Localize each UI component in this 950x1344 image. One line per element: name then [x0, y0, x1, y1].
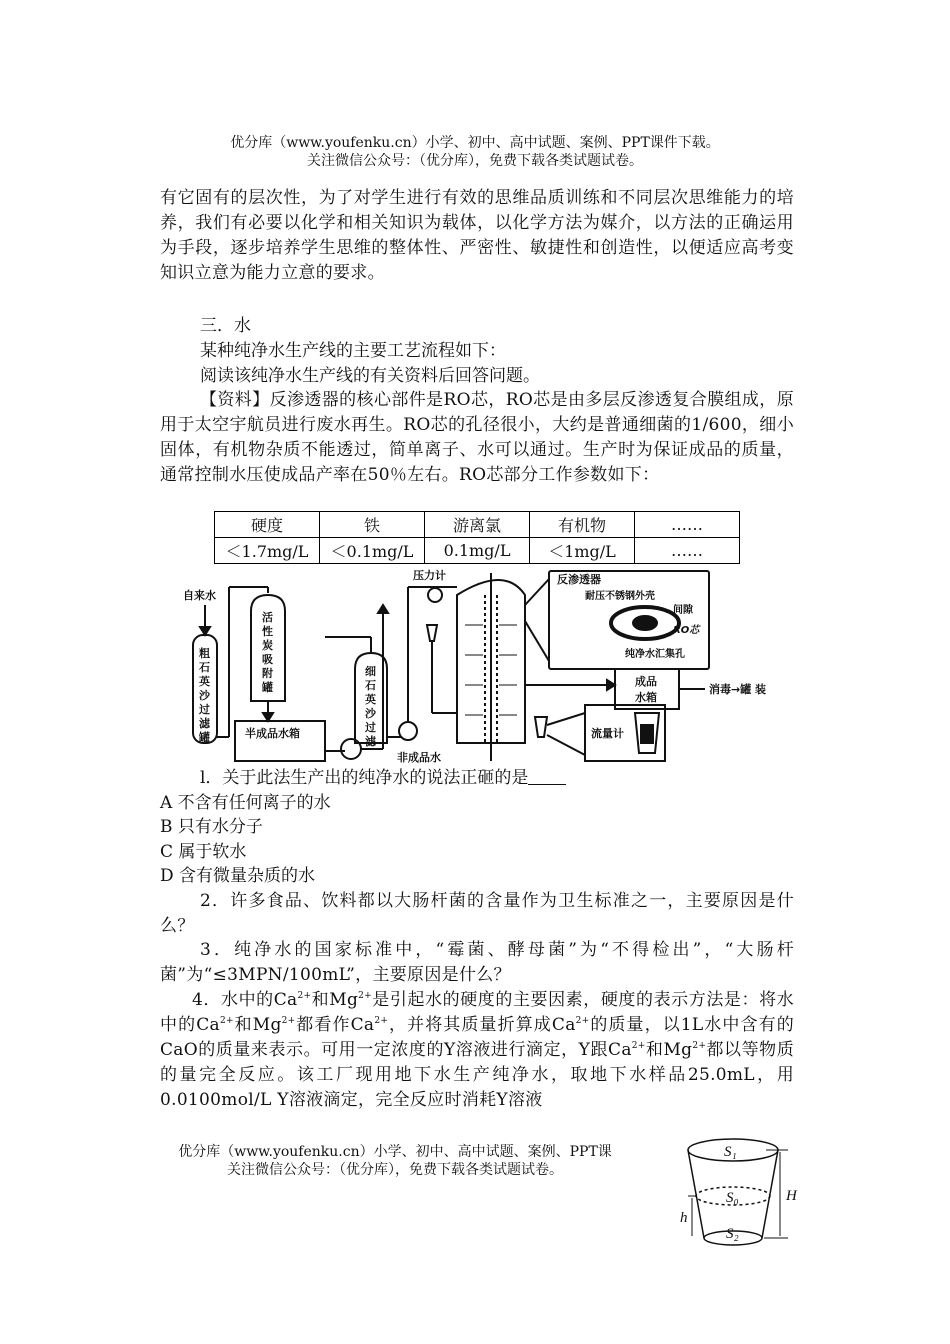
- charge: 2+: [692, 1041, 707, 1051]
- cup-label-h: h: [680, 1210, 688, 1226]
- table-header-cell: 铁: [320, 512, 425, 538]
- ion-mg: Mg: [252, 1015, 282, 1035]
- table-cell: ＜1.7mg/L: [215, 538, 320, 564]
- q4-text: 水样品25.0mL，用0.0100mol/L Y溶液滴定，完全反应时消耗Y溶液: [160, 1065, 794, 1110]
- label-fine-filter: 细石英 沙过滤: [365, 665, 376, 748]
- intro-paragraph: 有它固有的层次性，为了对学生进行有效的思维品质训练和不同层次思维能力的培养，我们有必要以化学和相关知识为载体，以化学方法为媒介，以方法的正确运用为手段，逐步培养学生思维的整体性、严密性、敏捷性和创造性，以便适应高考变知识立意为能力立意的要求。: [160, 188, 794, 283]
- table-header-row: [215, 512, 740, 538]
- charge: 2+: [219, 1016, 234, 1026]
- table-cell: ……: [635, 538, 740, 564]
- answer-blank[interactable]: [528, 767, 566, 785]
- ion-ca: Ca: [608, 1040, 632, 1060]
- q4-text: 和: [645, 1040, 664, 1060]
- table-header-cell: ……: [635, 512, 740, 538]
- section-title: 三．水: [200, 316, 251, 336]
- q4-text: 和: [311, 990, 330, 1010]
- q4-text: 4．水中的: [192, 990, 274, 1010]
- q1-stem-text: l．关于此法生产出的纯净水的说法正砸的是: [200, 768, 529, 788]
- label-ro-core: RO芯: [673, 625, 700, 636]
- q4-text: 将水中的: [160, 990, 794, 1035]
- charge: 2+: [281, 1016, 296, 1026]
- process-flow-diagram: [165, 565, 805, 765]
- q4-text: 都看作: [295, 1015, 351, 1035]
- label-collect: 纯净水汇集孔: [625, 649, 685, 660]
- ion-mg: Mg: [329, 990, 359, 1010]
- read-intro: 阅读该纯净水生产线的有关资料后回答问题。: [200, 366, 540, 386]
- flow-intro: 某种纯净水生产线的主要工艺流程如下：: [200, 341, 506, 361]
- label-ro-title: 反渗透器: [557, 573, 601, 586]
- table-header-cell: 游离氯: [425, 512, 530, 538]
- charge: 2+: [575, 1016, 590, 1026]
- cup-label-s2: S₂: [726, 1226, 739, 1242]
- ro-parameter-table: [214, 511, 740, 564]
- q4-text: 的质量，以1L水: [589, 1015, 723, 1035]
- header-line-2: 关注微信公众号：（优分库），免费下载各类试题试卷。: [307, 153, 643, 169]
- question-4: [160, 988, 794, 1113]
- q4-text: 是引起水的硬度的主要因素，硬度的表示方法是：: [372, 990, 760, 1010]
- q4-text: 中含有的CaO的质量来表示。可用一定浓度的Y溶液进行滴定，Y跟: [160, 1015, 794, 1060]
- ion-ca: Ca: [273, 990, 298, 1010]
- charge: 2+: [374, 1016, 389, 1026]
- table-cell: ＜1mg/L: [530, 538, 635, 564]
- charge: 2+: [631, 1041, 646, 1051]
- label-semi-tank: 半成品水箱: [245, 727, 300, 740]
- q1-option-d: D 含有微量杂质的水: [160, 866, 316, 886]
- charge: 2+: [297, 991, 312, 1001]
- ion-mg: Mg: [663, 1040, 693, 1060]
- label-flowmeter: 流量计: [591, 727, 624, 740]
- ion-ca: Ca: [196, 1015, 220, 1035]
- cup-label-s1: S₁: [724, 1144, 737, 1160]
- q1-option-a: A 不含有任何离子的水: [160, 793, 331, 813]
- q4-text: ，并将其质量折算成: [388, 1015, 552, 1035]
- label-product-tank: 成品水箱: [635, 675, 657, 704]
- q1-option-b: B 只有水分子: [160, 817, 263, 837]
- table-header-cell: 有机物: [530, 512, 635, 538]
- q1-stem: [200, 766, 566, 791]
- charge: 2+: [358, 991, 372, 1001]
- ion-ca: Ca: [551, 1015, 576, 1035]
- label-pressure-gauge: 压力计: [413, 569, 446, 582]
- cup-label-H: H: [786, 1188, 797, 1204]
- label-tap-water: 自来水: [183, 589, 216, 602]
- table-cell: 0.1mg/L: [425, 538, 530, 564]
- table-header-cell: 硬度: [215, 512, 320, 538]
- q4-text: 和: [233, 1015, 253, 1035]
- cup-label-s0: S₀: [726, 1190, 739, 1206]
- label-coarse-filter: 粗石英 沙过滤罐: [199, 647, 210, 744]
- label-carbon: 活性炭 吸附罐: [262, 611, 273, 694]
- q4-text: 都以等物质的量完全反应。该工厂现用地下水生产纯净水，取地下: [160, 1040, 794, 1085]
- q1-option-c: C 属于软水: [160, 842, 247, 862]
- table-cell: ＜0.1mg/L: [320, 538, 425, 564]
- label-non-product: 非成品水: [397, 751, 441, 764]
- question-2: 2．许多食品、饮料都以大肠杆菌的含量作为卫生标准之一，主要原因是什么？: [160, 891, 794, 936]
- ion-ca: Ca: [350, 1015, 375, 1035]
- footer-line-1: 优分库（www.youfenku.cn）小学、初中、高中试题、案例、PPT课: [178, 1144, 612, 1160]
- header-line-1: 优分库（www.youfenku.cn）小学、初中、高中试题、案例、PPT课件下载。: [230, 135, 720, 151]
- question-3: 3．纯净水的国家标准中，“霉菌、酵母菌”为“不得检出”，“大肠杆菌”为“≤3MPN/100mL”，主要原因是什么？: [160, 940, 794, 985]
- cup-figure: [676, 1134, 816, 1252]
- label-shell: 耐压不锈钢外壳: [585, 591, 655, 602]
- label-disinfect: 消毒→罐 装: [709, 683, 767, 696]
- label-gap: 间隙: [673, 605, 693, 616]
- material-paragraph: 【资料】反渗透器的核心部件是RO芯，RO芯是由多层反渗透复合膜组成，原用于太空宇航员进行废水再生。RO芯的孔径很小，大约是普通细菌的1/600，细小固体，有机物杂质不能透过，简单离子、水可以通过。生产时为保证成品的质量，通常控制水压使成品产率在50％左右。RO芯部分工作参数如下：: [160, 390, 794, 485]
- footer-line-2: 关注微信公众号：（优分库），免费下载各类试题试卷。: [227, 1162, 563, 1178]
- table-row: [215, 538, 740, 564]
